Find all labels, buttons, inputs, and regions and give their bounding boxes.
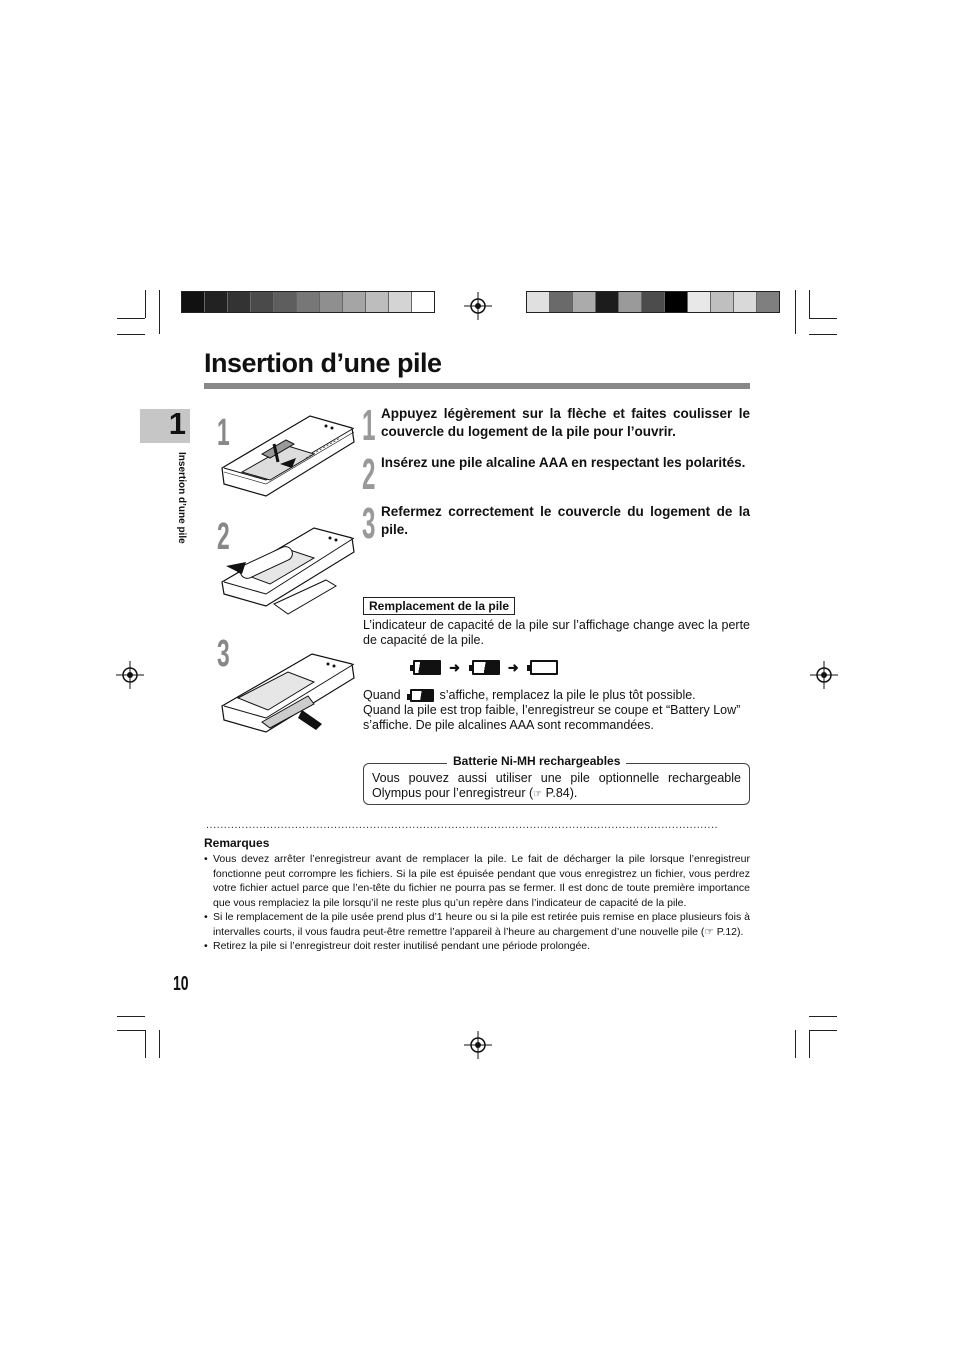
when-suffix: s’affiche, remplacez la pile le plus tôt possible.: [439, 688, 696, 702]
nimh-heading: Batterie Ni-MH rechargeables: [447, 754, 626, 768]
color-swatch: [274, 292, 297, 312]
registration-mark-icon: [810, 661, 838, 689]
color-swatch: [251, 292, 274, 312]
color-swatch: [596, 292, 619, 312]
color-swatch: [688, 292, 711, 312]
recorder-open-cover-illustration: [218, 410, 358, 500]
color-swatch: [366, 292, 389, 312]
color-swatch: [412, 292, 434, 312]
title-underline: [204, 383, 750, 389]
step-text: Insérez une pile alcaline AAA en respectant les polarités.: [381, 455, 746, 470]
color-swatch: [205, 292, 228, 312]
battery-indicator-sequence: [413, 659, 558, 677]
page-number: 10: [173, 973, 189, 995]
color-swatch: [665, 292, 688, 312]
remark-item: • Retirez la pile si l’enregistreur doit rester inutilisé pendant une période prolongée.: [204, 939, 750, 954]
color-swatch: [389, 292, 412, 312]
side-section-label: Insertion d’une pile: [176, 452, 187, 544]
battery-full-icon: [413, 660, 441, 675]
battery-low-icon: [472, 660, 500, 675]
registration-mark-icon: [464, 292, 492, 320]
nimh-text-body: Vous pouvez aussi utiliser une pile optionnelle rechargeable Olympus pour l’enregistreur (: [372, 771, 741, 800]
illustration-label: 3: [217, 633, 230, 675]
battery-empty-icon: [530, 660, 558, 675]
color-swatch: [527, 292, 550, 312]
replacement-intro: L’indicateur de capacité de la pile sur l’affichage change avec la perte de capacité de la pile.: [363, 618, 750, 647]
step-text: Appuyez légèrement sur la flèche et faites coulisser le couvercle du logement de la pile pour l’ouvrir.: [381, 406, 750, 439]
illustration-label: 1: [217, 412, 230, 454]
arrow-right-icon: ➜: [504, 659, 526, 675]
step-text: Refermez correctement le couvercle du logement de la pile.: [381, 504, 750, 537]
step-number: 3: [362, 499, 376, 548]
nimh-text: [372, 771, 741, 802]
color-swatch: [757, 292, 779, 312]
color-swatch: [297, 292, 320, 312]
when-prefix: Quand: [363, 688, 401, 702]
color-calibration-bar-left: [181, 291, 435, 313]
color-swatch: [320, 292, 343, 312]
remarks-heading: Remarques: [204, 836, 270, 850]
step-number: 1: [362, 401, 376, 450]
recorder-insert-battery-illustration: [218, 522, 358, 622]
remarks-separator: ................................................................................................................................................: [206, 819, 719, 831]
registration-mark-icon: [464, 1031, 492, 1059]
replacement-low-text: Quand la pile est trop faible, l’enregistreur se coupe et “Battery Low” s’affiche. De pile alcalines AAA sont recommandées.: [363, 703, 741, 732]
battery-low-icon: [410, 689, 434, 702]
color-swatch: [550, 292, 573, 312]
recorder-close-cover-illustration: [218, 648, 358, 740]
color-swatch: [573, 292, 596, 312]
nimh-page-ref: P.84).: [542, 786, 578, 800]
color-swatch: [182, 292, 205, 312]
replacement-when-line: [363, 688, 750, 703]
replacement-heading: Remplacement de la pile: [363, 597, 515, 615]
color-swatch: [343, 292, 366, 312]
color-swatch: [619, 292, 642, 312]
step-number: 2: [362, 450, 376, 499]
color-swatch: [734, 292, 757, 312]
remark-item: • Vous devez arrêter l’enregistreur avant de remplacer la pile. Le fait de décharger la pile lorsque l’enregistreur fonctionne peut corrompre les fichiers. Si la pile est épuisée pendant que vous enregistrez un fichier, vous perdrez votre fichier actuel parce que l’en-tête du fichier ne pourra pas se fermer. Il est donc de toute première importance que vous remplaciez la pile lorsqu’il ne reste plus qu’un repère dans l’indicateur de capacité de la pile.: [204, 852, 750, 910]
remark-item: • Si le remplacement de la pile usée prend plus d’1 heure ou si la pile est retirée puis remise en place plusieurs fois à intervalles courts, il vous faudra peut-être remettre l’appareil à l’heure au chargement d’une nouvelle pile (☞ P.12).: [204, 910, 750, 939]
remarks-list: [204, 852, 750, 954]
chapter-number: 1: [168, 406, 186, 441]
registration-mark-icon: [116, 661, 144, 689]
color-swatch: [228, 292, 251, 312]
arrow-right-icon: ➜: [445, 659, 468, 675]
color-calibration-bar-right: [526, 291, 780, 313]
color-swatch: [711, 292, 734, 312]
color-swatch: [642, 292, 665, 312]
page-reference-icon: ☞: [533, 789, 543, 800]
illustration-label: 2: [217, 516, 230, 558]
page-title: Insertion d’une pile: [204, 348, 442, 378]
